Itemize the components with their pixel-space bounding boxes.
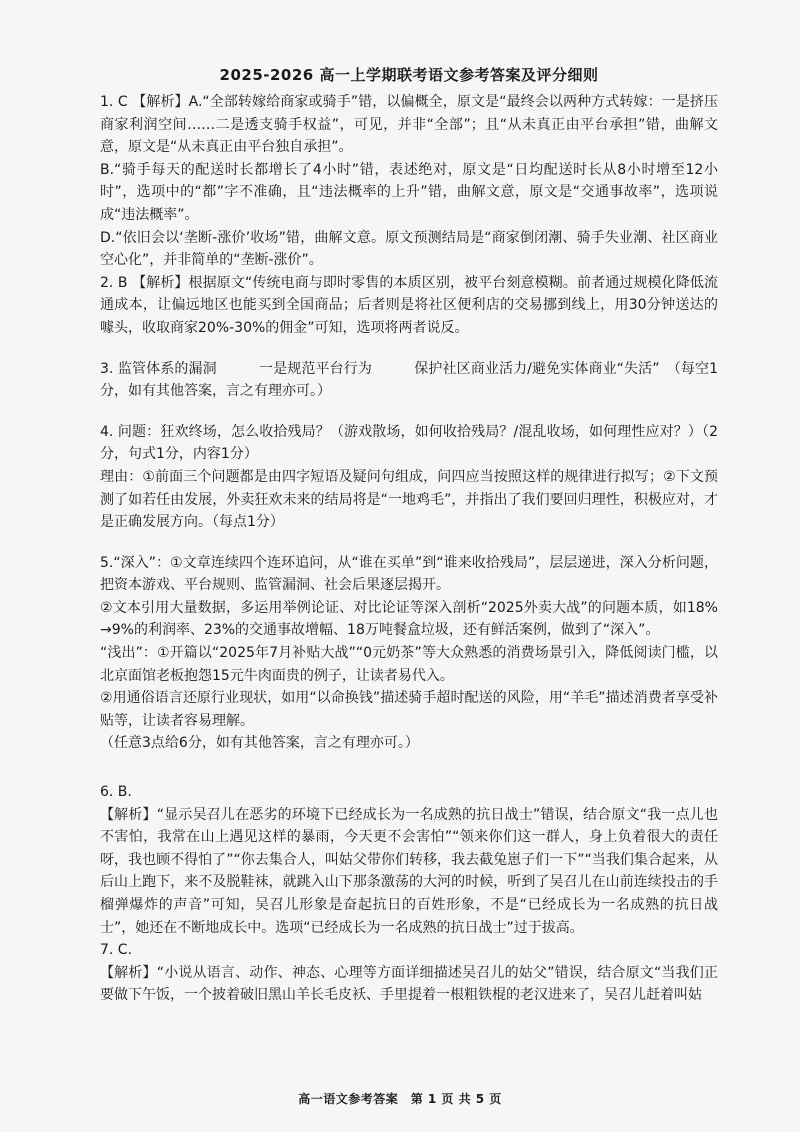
q4-question: 4. 问题：狂欢终场，怎么收拾残局？（游戏散场，如何收拾残局？/混乱收场，如何理性应对？）（2分，句式1分，内容1分） [100, 423, 718, 463]
q5-deep-2: ②文本引用大量数据，多运用举例论证、对比论证等深入剖析“2025外卖大战”的问题本质，如18%→9%的利润率、23%的交通事故增幅、18万吨餐盒垃圾，还有鲜活案例，做到了“深入”。 [100, 599, 718, 639]
q5-deep-1: 5.“深入”：①文章连续四个连环追问，从“谁在买单”到“谁来收拾残局”，层层递进，深入分析问题，把资本游戏、平台规则、监管漏洞、社会后果逐层揭开。 [100, 554, 718, 594]
q7-analysis: 【解析】“小说从语言、动作、神态、心理等方面详细描述吴召儿的姑父”错误，结合原文“当我们正要做下午饭，一个披着破旧黑山羊长毛皮袄、手里提着一根粗铁棍的老汉进来了，吴召儿赶着叫姑 [100, 964, 718, 1004]
q4-reason: 理由：①前面三个问题都是由四字短语及疑问句组成，问四应当按照这样的规律进行拟写；②下文预测了如若任由发展，外卖狂欢未来的结局将是“一地鸡毛”，并指出了我们要回归理性，积极应对，才是正确发展方向。（每点1分） [100, 468, 718, 531]
q6-answer: 6. B. [100, 784, 132, 801]
page-title: 2025-2026 高一上学期联考语文参考答案及评分细则 [219, 66, 599, 84]
q7-answer: 7. C. [100, 942, 133, 959]
q2-analysis: 2. B 【解析】根据原文“传统电商与即时零售的本质区别，被平台刻意模糊。前者通过规模化降低流通成本，让偏远地区也能买到全国商品；后者则是将社区便利店的交易挪到线上，用30分钟送达的噱头，收取商家20%-30%的佣金”可知，选项将两者说反。 [100, 274, 718, 336]
q1-analysis: 1. C 【解析】A.“全部转嫁给商家或骑手”错，以偏概全，原文是“最终会以两种方式转嫁：一是挤压商家利润空间……二是透支骑手权益”，可见，并非“全部”；且“从未真正由平台承担”错，曲解文意，原文是“从未真正由平台独自承担”。 [100, 94, 718, 156]
q5-shallow-1: “浅出”：①开篇以“2025年7月补贴大战”“0元奶茶”等大众熟悉的消费场景引入，降低阅读门槛，以北京面馆老板抱怨15元牛肉面贵的例子，让读者易代入。 [100, 645, 718, 684]
q3-answer: 3. 监管体系的漏洞 一是规范平台行为 保护社区商业活力/避免实体商业“失活” （每空1分，如有其他答案，言之有理亦可。） [100, 360, 718, 400]
q6-analysis: 【解析】“显示吴召儿在恶劣的环境下已经成长为一名成熟的抗日战士”错误，结合原文“我一点儿也不害怕，我常在山上遇见这样的暴雨，今天更不会害怕”“领来你们这一群人，身上负着很大的责任呀，我也顾不得怕了”“你去集合人，叫姑父带你们转移，我去截兔崽子们一下”“当我们集合起来，从后山上跑下，来不及脱鞋袜，就跳入山下那条激荡的大河的时候，听到了吴召儿在山前连续投击的手榴弹爆炸的声音”可知，吴召儿形象是奋起抗日的百姓形象，不是“已经成长为一名成熟的抗日战士”，她还在不断地成长中。选项“已经成长为一名成熟的抗日战士”过于拔高。 [100, 806, 718, 936]
page-footer: 高一语文参考答案 第 1 页 共 5 页 [298, 1092, 502, 1106]
q1-option-b: B.“骑手每天的配送时长都增长了4小时”错，表述绝对，原文是“日均配送时长从8小时增至12小时”，选项中的“都”字不准确，且“违法概率的上升”错，曲解文意，原文是“交通事故率”，选项说成“违法概率”。 [100, 161, 718, 223]
q5-shallow-2: ②用通俗语言还原行业现状，如用“以命换钱”描述骑手超时配送的风险，用“羊毛”描述消费者享受补贴等，让读者容易理解。 [100, 690, 718, 729]
q5-scoring: （任意3点给6分，如有其他答案，言之有理亦可。） [100, 735, 419, 752]
q1-option-d: D.“依旧会以‘垄断-涨价’收场”错，曲解文意。原文预测结局是“商家倒闭潮、骑手失业潮、社区商业空心化”，并非简单的“垄断-涨价”。 [100, 229, 718, 269]
